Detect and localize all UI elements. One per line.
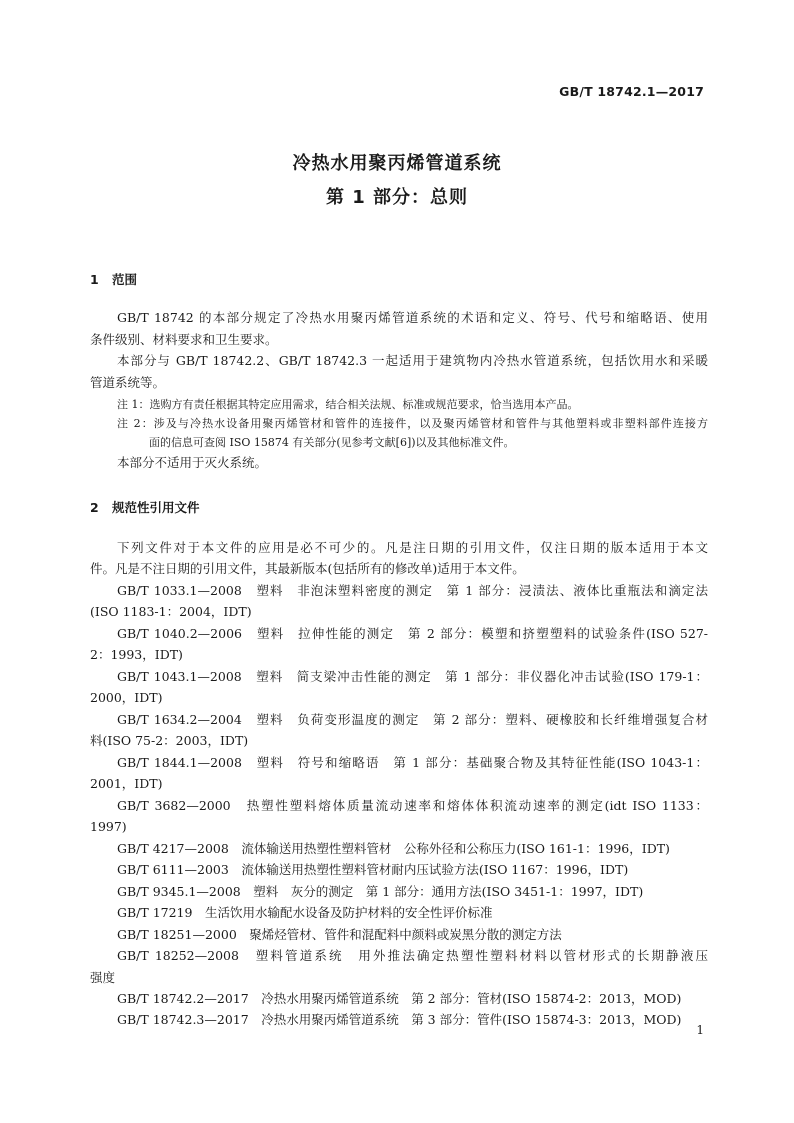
section-title: 范围 <box>112 272 138 287</box>
section-number: 1 <box>90 272 99 287</box>
reference-line: GB/T 18742.2—2017 冷热水用聚丙烯管道系统 第 2 部分：管材(ISO 15874-2：2013，MOD) <box>117 991 682 1006</box>
standard-id: GB/T 18742.1—2017 <box>559 84 704 99</box>
reference-line: GB/T 9345.1—2008 塑料 灰分的测定 第 1 部分：通用方法(ISO 3451-1：1997，IDT) <box>117 884 644 899</box>
paragraph-line: 下列文件对于本文件的应用是必不可少的。凡是注日期的引用文件，仅注日期的版本适用于本文 <box>117 540 708 555</box>
reference-line: GB/T 1844.1—2008 塑料 符号和缩略语 第 1 部分：基础聚合物及其特征性能(ISO 1043-1： <box>117 755 708 770</box>
paragraph-line: GB/T 18742 的本部分规定了冷热水用聚丙烯管道系统的术语和定义、符号、代号和缩略语、使用 <box>117 310 708 325</box>
paragraph-line: 条件级别、材料要求和卫生要求。 <box>90 332 278 347</box>
reference-line: GB/T 6111—2003 流体输送用热塑性塑料管材耐内压试验方法(ISO 1167：1996，IDT) <box>117 862 629 877</box>
reference-line: 2001，IDT) <box>90 776 163 791</box>
section-heading-scope <box>90 270 137 288</box>
reference-line: GB/T 1040.2—2006 塑料 拉伸性能的测定 第 2 部分：模塑和挤塑塑料的试验条件(ISO 527- <box>117 626 708 641</box>
reference-line: GB/T 1033.1—2008 塑料 非泡沫塑料密度的测定 第 1 部分：浸渍法、液体比重瓶法和滴定法 <box>117 583 708 598</box>
paragraph-line: 管道系统等。 <box>90 375 166 390</box>
reference-line: 2：1993，IDT) <box>90 647 183 662</box>
reference-line: GB/T 18742.3—2017 冷热水用聚丙烯管道系统 第 3 部分：管件(ISO 15874-3：2013，MOD) <box>117 1012 682 1027</box>
document-title: 冷热水用聚丙烯管道系统 <box>292 153 502 174</box>
note-1: 注 1：选购方有责任根据其特定应用需求，结合相关法规、标准或规范要求，恰当选用本产品。 <box>117 398 579 411</box>
paragraph-line: 件。凡是不注日期的引用文件，其最新版本(包括所有的修改单)适用于本文件。 <box>90 561 525 576</box>
section-number: 2 <box>90 500 99 515</box>
paragraph-line: 本部分与 GB/T 18742.2、GB/T 18742.3 一起适用于建筑物内冷热水管道系统，包括饮用水和采暖 <box>117 353 708 368</box>
reference-line: 1997) <box>90 819 127 834</box>
note-2-continued: 面的信息可查阅 ISO 15874 有关部分(见参考文献[6])以及其他标准文件。 <box>149 436 515 449</box>
reference-line: GB/T 18252—2008 塑料管道系统 用外推法确定热塑性塑料材料以管材形式的长期静液压 <box>117 948 708 963</box>
reference-line: GB/T 17219 生活饮用水输配水设备及防护材料的安全性评价标准 <box>117 905 493 920</box>
reference-line: 料(ISO 75-2：2003，IDT) <box>90 733 249 748</box>
reference-line: GB/T 4217—2008 流体输送用热塑性塑料管材 公称外径和公称压力(ISO 161-1：1996，IDT) <box>117 841 670 856</box>
section-title: 规范性引用文件 <box>112 500 200 515</box>
document-subtitle: 第 1 部分：总则 <box>325 187 469 208</box>
reference-line: 2000，IDT) <box>90 690 163 705</box>
reference-line: (ISO 1183-1：2004，IDT) <box>90 604 252 619</box>
reference-line: GB/T 1634.2—2004 塑料 负荷变形温度的测定 第 2 部分：塑料、硬橡胶和长纤维增强复合材 <box>117 712 708 727</box>
reference-line: 强度 <box>90 970 116 985</box>
reference-line: GB/T 18251—2000 聚烯烃管材、管件和混配料中颜料或炭黑分散的测定方法 <box>117 927 562 942</box>
note-2: 注 2：涉及与冷热水设备用聚丙烯管材和管件的连接件，以及聚丙烯管材和管件与其他塑料或非塑料部件连接方 <box>117 417 708 430</box>
reference-line: GB/T 1043.1—2008 塑料 简支梁冲击性能的测定 第 1 部分：非仪器化冲击试验(ISO 179-1： <box>117 669 708 684</box>
page-number: 1 <box>696 1023 704 1037</box>
section-heading-references <box>90 498 200 516</box>
paragraph-line: 本部分不适用于灭火系统。 <box>117 455 268 470</box>
reference-line: GB/T 3682—2000 热塑性塑料熔体质量流动速率和熔体体积流动速率的测定(idt ISO 1133： <box>117 798 708 813</box>
